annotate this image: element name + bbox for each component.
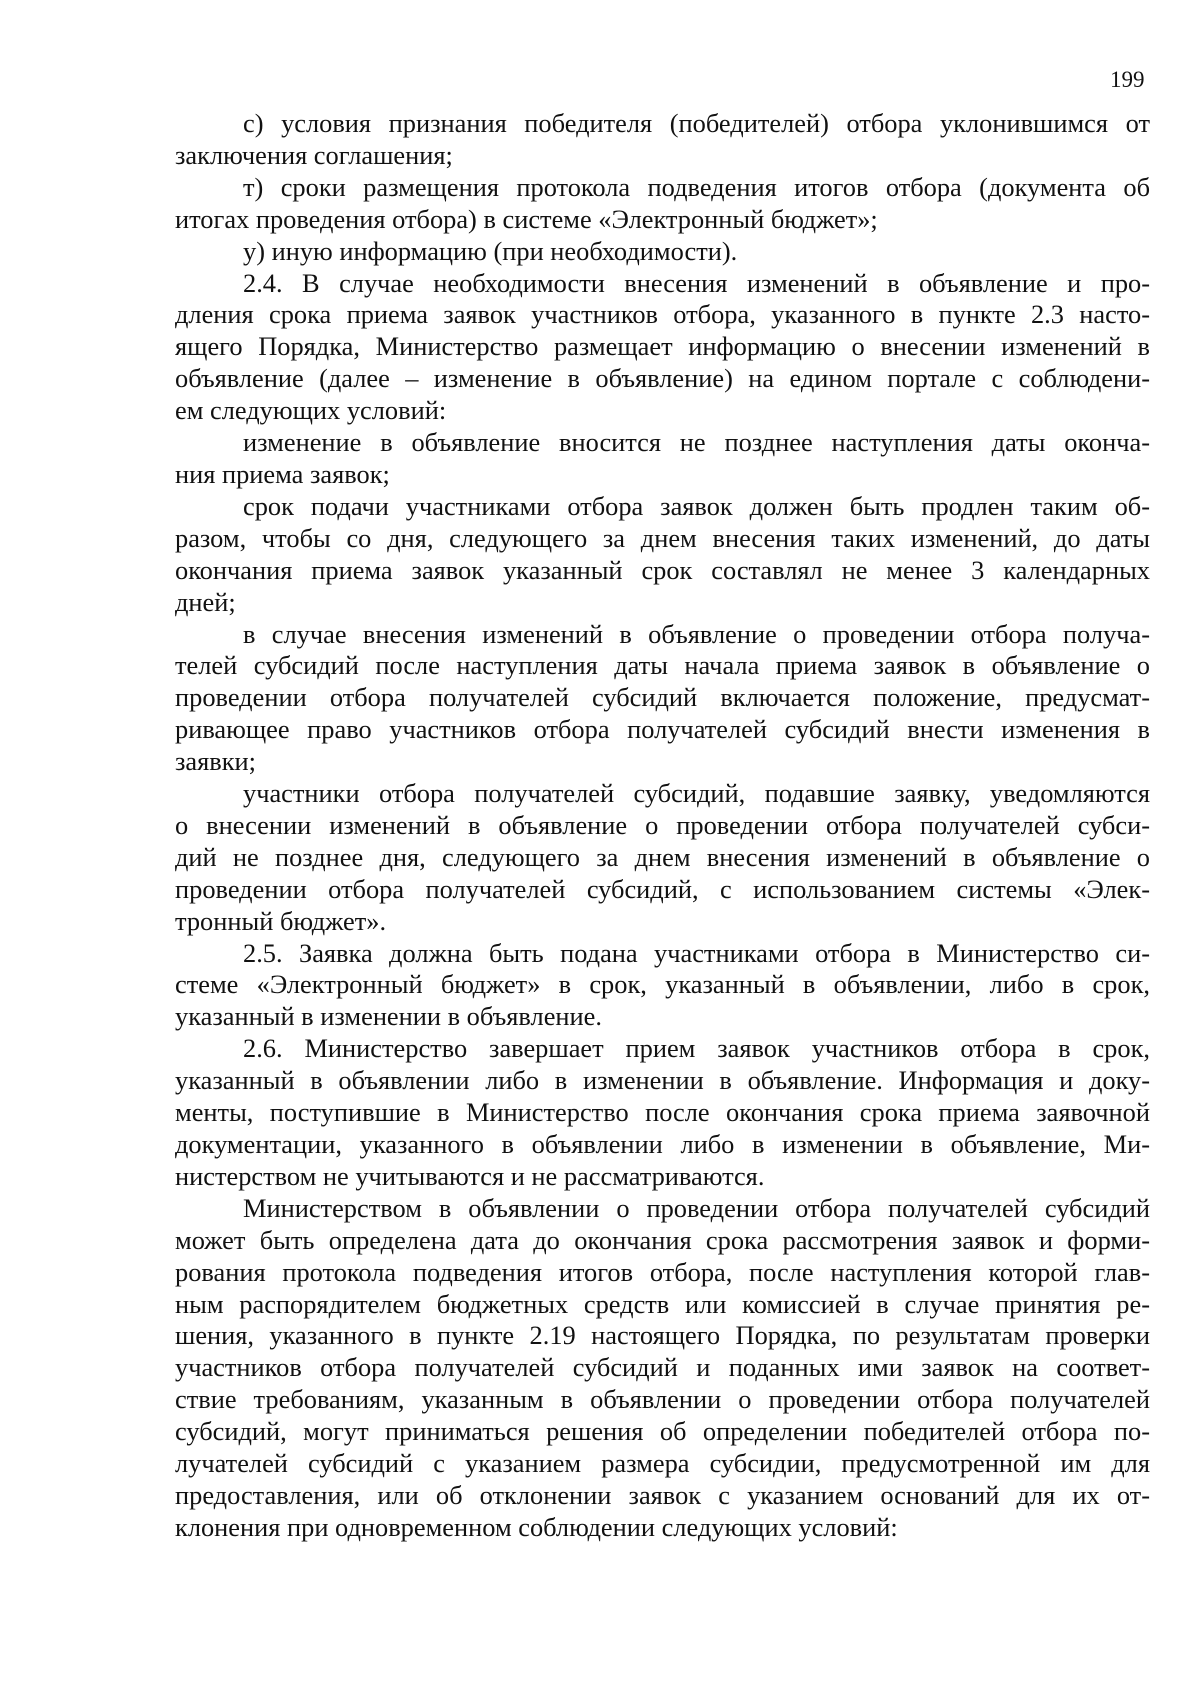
text-line: 2.4. В случае необходимости внесения изменений в объявление и про- bbox=[243, 267, 1150, 298]
text-line: нистерством не учитываются и не рассматриваются. bbox=[175, 1160, 765, 1191]
paragraph bbox=[175, 938, 1150, 1034]
text-line: проведении отбора получателей субсидий, с использованием системы «Элек- bbox=[175, 873, 1150, 904]
text-line: дий не позднее дня, следующего за днем внесения изменений в объявление о bbox=[175, 841, 1150, 872]
text-line: проведении отбора получателей субсидий включается положение, предусмат- bbox=[175, 682, 1150, 713]
text-line: ствие требованиям, указанным в объявлении о проведении отбора получателей bbox=[175, 1384, 1150, 1415]
text-line: предоставления, или об отклонении заявок с указанием оснований для их от- bbox=[175, 1479, 1150, 1510]
text-line: о внесении изменений в объявление о проведении отбора получателей субси- bbox=[175, 809, 1150, 840]
text-line: стеме «Электронный бюджет» в срок, указанный в объявлении, либо в срок, bbox=[175, 969, 1150, 1000]
paragraph bbox=[175, 619, 1150, 779]
text-line: менты, поступившие в Министерство после окончания срока приема заявочной bbox=[175, 1097, 1150, 1128]
text-line: ящего Порядка, Министерство размещает информацию о внесении изменений в bbox=[175, 331, 1150, 362]
text-line: срок подачи участниками отбора заявок должен быть продлен таким об- bbox=[243, 490, 1150, 521]
text-line: итогах проведения отбора) в системе «Электронный бюджет»; bbox=[175, 203, 878, 234]
text-line: 2.5. Заявка должна быть подана участниками отбора в Министерство си- bbox=[243, 937, 1150, 968]
text-line: у) иную информацию (при необходимости). bbox=[243, 235, 738, 266]
text-line: тронный бюджет». bbox=[175, 905, 387, 936]
text-line: изменение в объявление вносится не позднее наступления даты оконча- bbox=[243, 427, 1150, 458]
text-line: указанный в объявлении либо в изменении в объявление. Информация и доку- bbox=[175, 1065, 1150, 1096]
text-line: разом, чтобы со дня, следующего за днем внесения таких изменений, до даты bbox=[175, 522, 1150, 553]
text-line: окончания приема заявок указанный срок составлял не менее 3 календарных bbox=[175, 554, 1150, 585]
text-line: ния приема заявок; bbox=[175, 458, 390, 489]
text-line: ем следующих условий: bbox=[175, 395, 447, 426]
text-line: ривающее право участников отбора получателей субсидий внести изменения в bbox=[175, 714, 1150, 745]
text-line: с) условия признания победителя (победителей) отбора уклонившимся от bbox=[243, 108, 1150, 138]
text-line: субсидий, могут приниматься решения об определении победителей отбора по- bbox=[175, 1416, 1150, 1447]
paragraph bbox=[175, 108, 1150, 172]
text-line: заключения соглашения; bbox=[175, 139, 453, 170]
paragraph bbox=[175, 1193, 1150, 1544]
text-line: участников отбора получателей субсидий и поданных ими заявок на соответ- bbox=[175, 1352, 1150, 1383]
page-number: 199 bbox=[1110, 67, 1145, 92]
text-line: указанный в изменении в объявление. bbox=[175, 1001, 602, 1032]
text-line: документации, указанного в объявлении либо в изменении в объявление, Ми- bbox=[175, 1129, 1150, 1159]
text-line: Министерством в объявлении о проведении отбора получателей субсидий bbox=[243, 1192, 1150, 1223]
paragraph bbox=[175, 172, 1150, 236]
text-line: дления срока приема заявок участников отбора, указанного в пункте 2.3 насто- bbox=[175, 299, 1150, 330]
text-line: объявление (далее – изменение в объявление) на едином портале с соблюдени- bbox=[175, 363, 1150, 394]
document-body bbox=[175, 108, 1150, 1544]
text-line: 2.6. Министерство завершает прием заявок участников отбора в срок, bbox=[243, 1033, 1150, 1064]
paragraph bbox=[175, 268, 1150, 428]
text-line: дней; bbox=[175, 586, 236, 617]
text-line: телей субсидий после наступления даты начала приема заявок в объявление о bbox=[175, 650, 1150, 681]
paragraph bbox=[175, 491, 1150, 619]
text-line: т) сроки размещения протокола подведения итогов отбора (документа об bbox=[243, 171, 1150, 202]
paragraph bbox=[175, 778, 1150, 938]
text-line: лучателей субсидий с указанием размера субсидии, предусмотренной им для bbox=[175, 1448, 1150, 1479]
paragraph bbox=[175, 1033, 1150, 1193]
paragraph bbox=[175, 236, 1150, 268]
paragraph bbox=[175, 427, 1150, 491]
text-line: участники отбора получателей субсидий, подавшие заявку, уведомляются bbox=[243, 778, 1150, 809]
text-line: рования протокола подведения итогов отбора, после наступления которой глав- bbox=[175, 1256, 1150, 1287]
text-line: может быть определена дата до окончания срока рассмотрения заявок и форми- bbox=[175, 1224, 1150, 1255]
text-line: заявки; bbox=[175, 746, 257, 777]
text-line: в случае внесения изменений в объявление о проведении отбора получа- bbox=[243, 618, 1150, 649]
text-line: клонения при одновременном соблюдении следующих условий: bbox=[175, 1511, 898, 1542]
text-line: ным распорядителем бюджетных средств или комиссией в случае принятия ре- bbox=[175, 1288, 1150, 1319]
text-line: шения, указанного в пункте 2.19 настоящего Порядка, по результатам проверки bbox=[175, 1320, 1150, 1351]
